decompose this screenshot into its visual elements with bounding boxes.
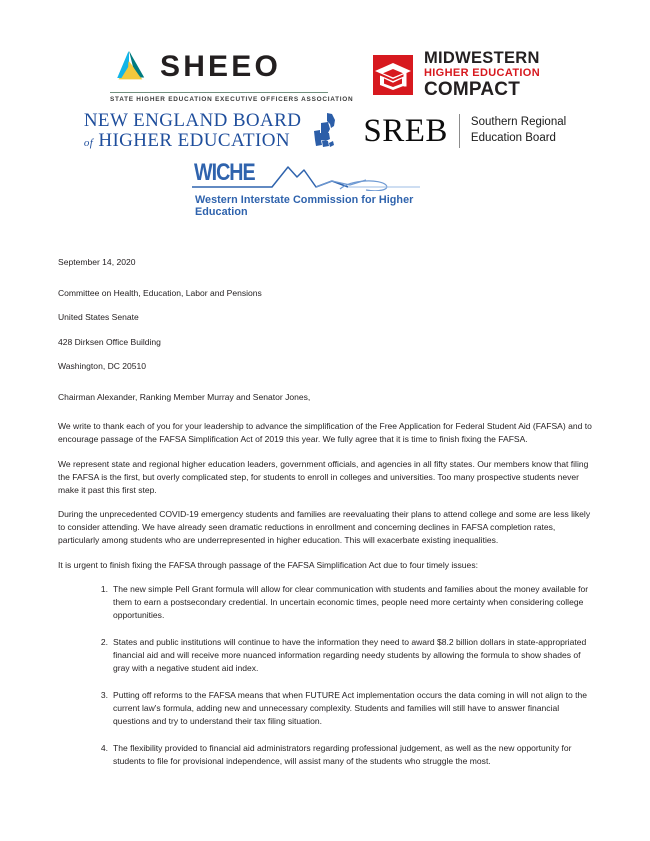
sreb-subtitle-line2: Education Board [470, 132, 556, 144]
sreb-wordmark: SREB [363, 112, 448, 149]
recipient-line-senate: United States Senate [58, 312, 139, 323]
mhec-line-higher-education: HIGHER EDUCATION [423, 66, 540, 79]
list-item: Putting off reforms to the FAFSA means that when FUTURE Act implementation occurs the data coming in will not align to the current law's formula, adding new and unnecessary complexity. Students and families will still have to answer financial questions and try to understand their tax filing situation. [113, 690, 587, 727]
mhec-line-midwestern: MIDWESTERN [423, 49, 540, 68]
nebhe-higher-education-text: HIGHER EDUCATION [98, 130, 290, 151]
sheeo-wordmark: SHEEO [159, 50, 282, 83]
logo-nebhe [84, 111, 342, 151]
logo-row-tertiary [0, 161, 650, 218]
recipient-address-block [58, 287, 594, 373]
sheeo-divider-rule [110, 92, 328, 93]
sheeo-lockup [110, 46, 328, 88]
nebhe-line-new-england-board: NEW ENGLAND BOARD [83, 110, 302, 132]
issues-list [58, 583, 594, 768]
nebhe-wordmark [84, 111, 302, 151]
mhec-wordmark [424, 50, 540, 99]
graduation-cap-icon [372, 54, 414, 96]
sreb-subtitle [471, 115, 566, 146]
letterhead [0, 0, 650, 218]
recipient-line-committee: Committee on Health, Education, Labor and Pensions [58, 287, 262, 298]
letter-paragraph-4: It is urgent to finish fixing the FAFSA through passage of the FAFSA Simplification Act due to four timely issues: [58, 559, 478, 570]
wiche-lockup [190, 161, 460, 191]
sreb-divider [459, 114, 460, 148]
letter-paragraph-3: During the unprecedented COVID-19 emergency students and families are reevaluating their plans to attend college and some are less likely to consider attending. We have already seen dramatic reductions in enrollment and concerning declines in FAFSA completion rates, particularly among students who are underrepresented in higher education. This will exacerbate existing inequalities. [58, 509, 591, 546]
logo-sreb [363, 114, 566, 148]
nebhe-of-word: of [83, 137, 94, 149]
wiche-wordmark: WICHE [194, 159, 255, 186]
logo-sheeo [109, 46, 354, 103]
sreb-subtitle-line1: Southern Regional [470, 116, 567, 129]
wiche-tagline: Western Interstate Commission for Higher Education [195, 194, 414, 218]
logo-row-secondary [0, 111, 650, 151]
new-england-map-icon [307, 111, 341, 151]
letter-paragraph-2: We represent state and regional higher education leaders, government officials, and agencies in all fifty states. Our members know that filing the FAFSA is the first, but overly complicated step, for students to enroll in colleges and universities. Too many prospective students never make it past this first step. [58, 458, 589, 495]
letter-paragraph-1: We write to thank each of you for your leadership to advance the simplification of the Free Application for Federal Student Aid (FAFSA) and to encourage passage of the FAFSA Simplification Act of 2019 this year. We fully agree that it is time to finish fixing the FAFSA. [58, 421, 592, 445]
list-item: States and public institutions will continue to have the information they need to award $8.2 billion dollars in state-appropriated financial aid and will receive more nuanced information regarding needy students by allowing the formula to show shades of gray with a negative student aid index. [113, 637, 587, 674]
logo-wiche [190, 161, 460, 218]
logo-row-primary [0, 46, 650, 103]
sheeo-triangle-icon [110, 48, 148, 86]
list-item: The new simple Pell Grant formula will allow for clear communication with students and families about the money available for them to earn a postsecondary credential. In uncertain economic times, people need more certainty when considering college opportunities. [113, 584, 589, 621]
mhec-line-compact: COMPACT [423, 78, 521, 100]
recipient-line-building: 428 Dirksen Office Building [58, 336, 161, 347]
logo-mhec [372, 50, 540, 99]
letter-salutation: Chairman Alexander, Ranking Member Murray and Senator Jones, [58, 392, 311, 403]
letter-date: September 14, 2020 [58, 257, 136, 267]
letter-body [0, 256, 650, 768]
nebhe-line-higher-education [84, 131, 302, 151]
list-item: The flexibility provided to financial aid administrators regarding professional judgement, as well as the new opportunity for students to file for provisional independence, will assist many of the students who struggle the most. [113, 743, 572, 767]
recipient-line-city-state-zip: Washington, DC 20510 [58, 361, 147, 372]
sheeo-tagline: STATE HIGHER EDUCATION EXECUTIVE OFFICERS ASSOCIATION [109, 96, 354, 103]
